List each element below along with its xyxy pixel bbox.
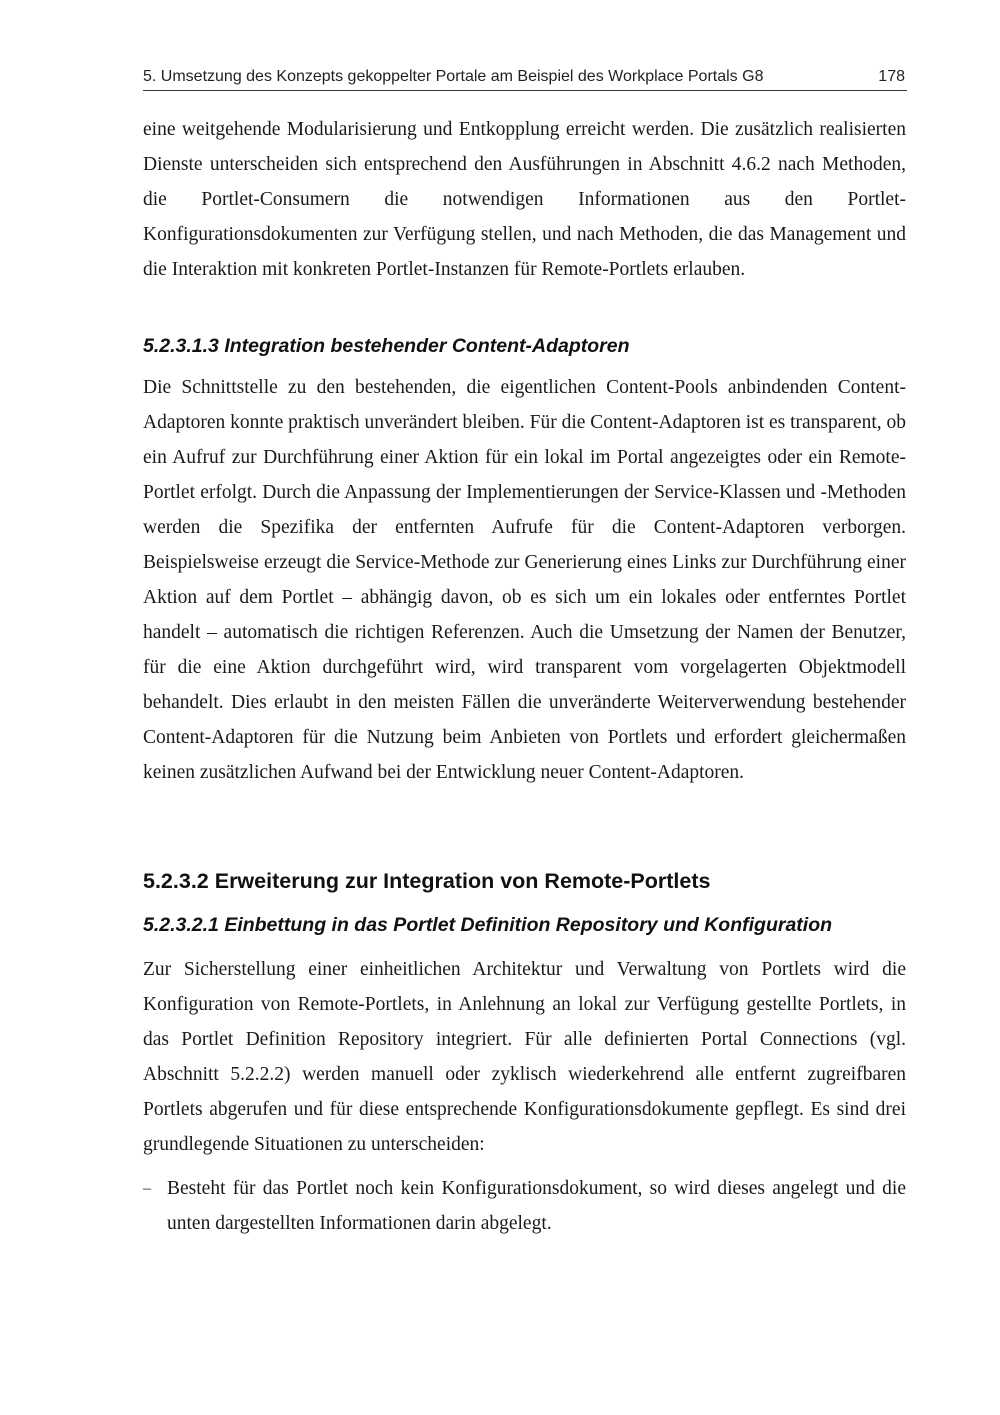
heading-5-2-3-2: 5.2.3.2 Erweiterung zur Integration von Remote-Portlets [143,869,711,893]
running-title: 5. Umsetzung des Konzepts gekoppelter Portale am Beispiel des Workplace Portals G8 [143,68,764,85]
paragraph-content-adaptoren: Die Schnittstelle zu den bestehenden, die eigentlichen Content-Pools anbindenden Content-Adaptoren konnte praktisch unverändert bleiben. Für die Content-Adaptoren ist es transparent, ob ein Aufruf zur Durchführung einer Aktion für ein lokal im Portal angezeigtes oder ein Remote-Portlet erfolgt. Durch die Anpassung der Implementierungen der Service-Klassen und -Methoden werden die Spezifika der entfernten Aufrufe für die Content-Adaptoren verborgen. Beispielsweise erzeugt die Service-Methode zur Generierung eines Links zur Durchführung einer Aktion auf dem Portlet – abhängig davon, ob es sich um ein lokales oder entferntes Portlet handelt – automatisch die richtigen Referenzen. Auch die Umsetzung der Namen der Benutzer, für die eine Aktion durchgeführt wird, wird transparent vom vorgelagerten Objektmodell behandelt. Dies erlaubt in den meisten Fällen die unveränderte Weiterverwendung bestehender Content-Adaptoren für die Nutzung beim Anbieten von Portlets und erfordert gleichermaßen keinen zusätzlichen Aufwand bei der Entwicklung neuer Content-Adaptoren. [143,377,906,783]
heading-5-2-3-2-1: 5.2.3.2.1 Einbettung in das Portlet Definition Repository und Konfiguration [143,914,833,936]
page-number: 178 [878,68,905,85]
paragraph-intro: eine weitgehende Modularisierung und Entkopplung erreicht werden. Die zusätzlich realisierten Dienste unterscheiden sich entsprechend den Ausführungen in Abschnitt 4.6.2 nach Methoden, die Portlet-Consumern die notwendigen Informationen aus den Portlet-Konfigurationsdokumenten zur Verfügung stellen, und nach Methoden, die das Management und die Interaktion mit konkreten Portlet-Instanzen für Remote-Portlets erlauben. [143,119,906,280]
list-item-text: Besteht für das Portlet noch kein Konfigurationsdokument, so wird dieses angelegt und die unten dargestellten Informationen darin abgelegt. [167,1178,906,1234]
situation-list [143,1171,906,1241]
list-item [143,1171,906,1241]
heading-5-2-3-1-3: 5.2.3.1.3 Integration bestehender Content-Adaptoren [143,335,630,357]
page-header [143,66,907,91]
list-bullet: – [143,1180,151,1197]
paragraph-repository: Zur Sicherstellung einer einheitlichen Architektur und Verwaltung von Portlets wird die Konfiguration von Remote-Portlets, in Anlehnung an lokal zur Verfügung gestellte Portlets, in das Portlet Definition Repository integriert. Für alle definierten Portal Connections (vgl. Abschnitt 5.2.2.2) werden manuell oder zyklisch wiederkehrend alle entfernt zugreifbaren Portlets abgerufen und für diese entsprechende Konfigurationsdokumente gepflegt. Es sind drei grundlegende Situationen zu unterscheiden: [143,959,906,1155]
